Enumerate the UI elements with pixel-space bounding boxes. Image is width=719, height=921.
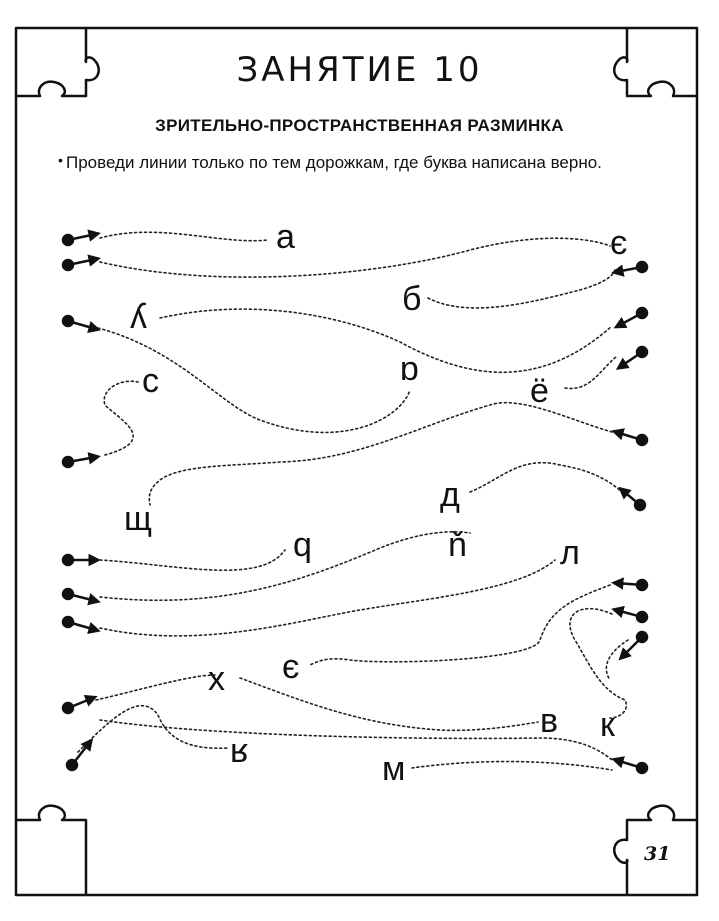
dotted-path xyxy=(570,609,626,718)
bullet: • xyxy=(58,152,63,168)
instruction-text: Проведи линии только по тем дорожкам, где буква написана верно. xyxy=(66,153,602,172)
dotted-path xyxy=(160,309,612,372)
section-heading: ЗРИТЕЛЬНО-ПРОСТРАНСТВЕННАЯ РАЗМИНКА xyxy=(155,116,564,135)
letter-u-inverted: ʎ xyxy=(130,298,147,336)
letter-shcha: щ xyxy=(124,500,152,538)
dotted-path xyxy=(100,232,268,240)
dotted-path xyxy=(96,675,215,700)
dotted-path xyxy=(104,381,138,455)
letter-i-short-inverted: ň xyxy=(448,526,467,564)
lesson-title: ЗАНЯТИЕ 10 xyxy=(236,50,483,90)
letter-q: q xyxy=(293,526,312,564)
letter-ve-mirrored: в xyxy=(540,702,559,740)
letter-yo-inverted: ё xyxy=(530,372,549,410)
letter-a-rotated: ɒ xyxy=(400,350,419,388)
letter-em: м xyxy=(382,750,406,788)
dotted-path xyxy=(565,357,616,388)
dotted-path xyxy=(100,550,285,570)
letter-e-mirrored: є xyxy=(610,224,628,262)
dotted-path xyxy=(149,403,612,505)
dotted-path xyxy=(412,762,612,771)
letter-ya-inverted: ʁ xyxy=(230,732,249,770)
letter-be: б xyxy=(402,280,422,318)
letter-el: л xyxy=(560,534,580,572)
letter-ka: к xyxy=(600,706,615,744)
dotted-path xyxy=(100,532,470,600)
dotted-path xyxy=(100,560,555,636)
dotted-path xyxy=(428,270,615,308)
dotted-path xyxy=(470,463,625,495)
dotted-path xyxy=(100,238,610,277)
letter-kha: х xyxy=(208,660,225,698)
page-number: 31 xyxy=(644,843,671,865)
letter-es: с xyxy=(142,362,159,400)
dotted-path xyxy=(310,585,610,665)
dotted-path xyxy=(100,720,612,760)
letter-a: а xyxy=(276,218,295,256)
letter-de: д xyxy=(440,476,460,514)
letter-e-reversed: є xyxy=(282,648,300,686)
dotted-path xyxy=(606,640,628,680)
dotted-path xyxy=(78,706,228,752)
